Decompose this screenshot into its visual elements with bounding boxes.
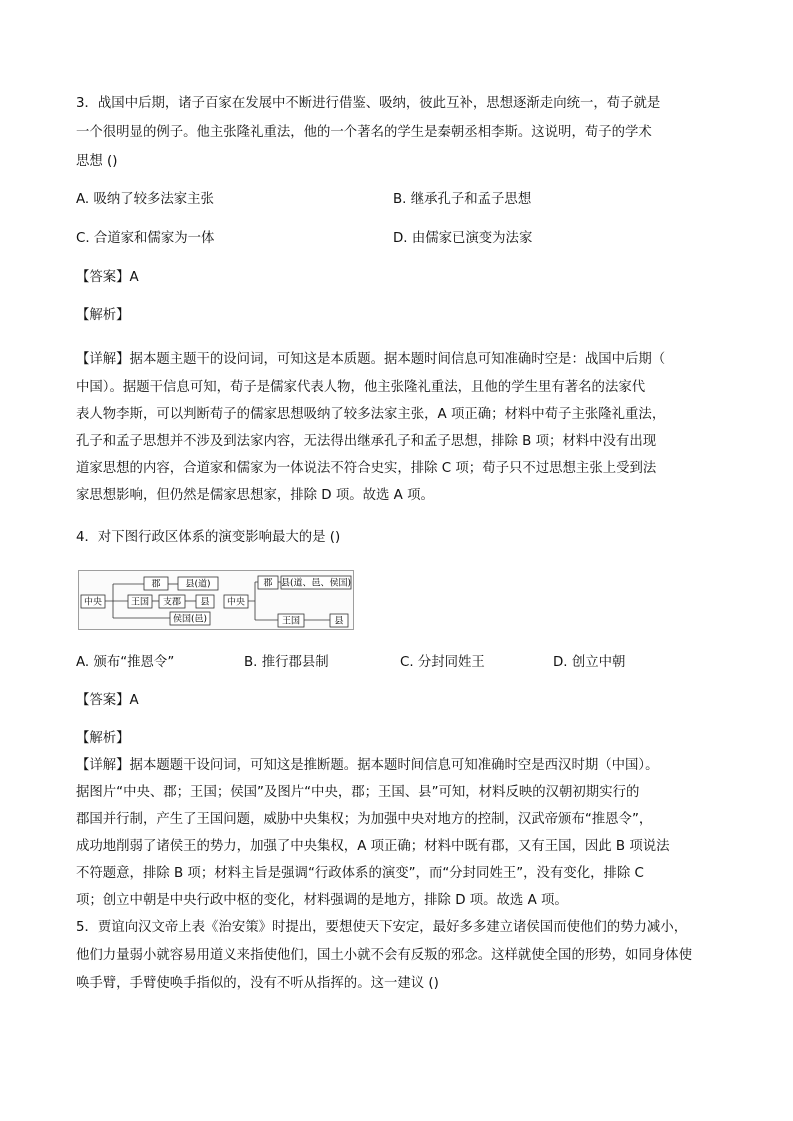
q3-stem-line-2: 一个很明显的例子。他主张隆礼重法，他的一个著名的学生是秦朝丞相李斯。这说明，荀子的学术	[76, 125, 652, 140]
right-xian-label: 县	[334, 616, 344, 627]
q4-detail-line-4: 成功地削弱了诸侯王的势力，加强了中央集权，A 项正确；材料中既有郡，又有王国，因此 B 项说法	[76, 839, 670, 854]
q3-detail-line-5: 道家思想的内容，合道家和儒家为一体说法不符合史实，排除 C 项；荀子只不过思想主张上受到法	[76, 461, 657, 476]
q4-option-a: A. 颁布“推恩令”	[76, 655, 175, 670]
q3-detail-line-1: 【详解】据本题主题干的设问词，可知这是本质题。据本题时间信息可知准确时空是：战国中后期（	[76, 352, 666, 367]
q4-detail-line-3: 郡国并行制，产生了王国问题，威胁中央集权；为加强中央对地方的控制，汉武帝颁布“推恩令”，	[76, 812, 653, 827]
left-houguo-label: 侯国(邑)	[172, 614, 208, 625]
q3-detail-line-3: 表人物李斯，可以判断荀子的儒家思想吸纳了较多法家主张，A 项正确；材料中荀子主张隆礼重法，	[76, 407, 666, 422]
q4-option-b: B. 推行郡县制	[244, 655, 329, 670]
left-center-label: 中央	[83, 597, 103, 608]
q4-detail-line-2: 据图片“中央、郡；王国；侯国”及图片“中央，郡；王国、县”可知，材料反映的汉朝初期实行的	[76, 785, 640, 800]
right-jun-label: 郡	[263, 578, 273, 589]
q4-detail-line-5: 不符题意，排除 B 项；材料主旨是强调“行政体系的演变”，而“分封同姓王”，没有变化，排除 C	[76, 866, 644, 881]
q3-detail-line-6: 家思想影响，但仍然是儒家思想家，排除 D 项。故选 A 项。	[76, 488, 434, 503]
q3-detail-line-4: 孔子和孟子思想并不涉及到法家内容，无法得出继承孔子和孟子思想，排除 B 项；材料中没有出现	[76, 434, 657, 449]
q4-option-d: D. 创立中朝	[553, 655, 626, 670]
q5-stem-line-1: 5．贾谊向汉文帝上表《治安策》时提出，要想使天下安定，最好多多建立诸侯国而使他们的势力减小，	[76, 920, 688, 935]
right-wangguo-label: 王国	[281, 616, 301, 627]
q4-detail-line-6: 项；创立中朝是中央行政中枢的变化，材料强调的是地方，排除 D 项。故选 A 项。	[76, 893, 568, 908]
q4-stem: 4．对下图行政区体系的演变影响最大的是 ()	[76, 530, 341, 545]
q5-stem-line-3: 唤手臂，手臂使唤手指似的，没有不听从指挥的。这一建议 ()	[76, 976, 439, 991]
left-xian-label: 县	[200, 597, 210, 608]
q3-stem-line-1: 3．战国中后期，诸子百家在发展中不断进行借鉴、吸纳，彼此互补，思想逐渐走向统一，荀子就是	[76, 96, 661, 111]
q4-analysis-label: 【解析】	[76, 731, 130, 746]
q3-option-d: D. 由儒家已演变为法家	[393, 231, 533, 246]
admin-system-diagram	[78, 570, 354, 630]
left-xian-dao-label: 县(道)	[185, 579, 211, 590]
q3-option-b: B. 继承孔子和孟子思想	[393, 192, 532, 207]
q4-option-c: C. 分封同姓王	[400, 655, 485, 670]
q3-detail-line-2: 中国）。据题干信息可知，荀子是儒家代表人物，他主张隆礼重法，且他的学生里有著名的法家代	[76, 380, 646, 395]
q3-stem-line-3: 思想 ()	[76, 154, 118, 169]
left-jun-label: 郡	[151, 579, 161, 590]
q3-option-c: C. 合道家和儒家为一体	[76, 231, 215, 246]
q3-analysis-label: 【解析】	[76, 308, 130, 323]
q3-option-a: A. 吸纳了较多法家主张	[76, 192, 214, 207]
right-center-label: 中央	[226, 597, 246, 608]
left-wangguo-label: 王国	[130, 597, 150, 608]
q3-answer: 【答案】A	[76, 270, 139, 285]
left-zhijun-label: 支郡	[162, 597, 182, 608]
q4-answer: 【答案】A	[76, 693, 139, 708]
q4-detail-line-1: 【详解】据本题题干设问词，可知这是推断题。据本题时间信息可知准确时空是西汉时期（中国）。	[76, 758, 659, 773]
right-xian-dao-label: 县(道、邑、侯国)	[280, 578, 352, 589]
q5-stem-line-2: 他们力量弱小就容易用道义来指使他们，国土小就不会有反叛的邪念。这样就使全国的形势，如同身体使	[76, 948, 692, 963]
